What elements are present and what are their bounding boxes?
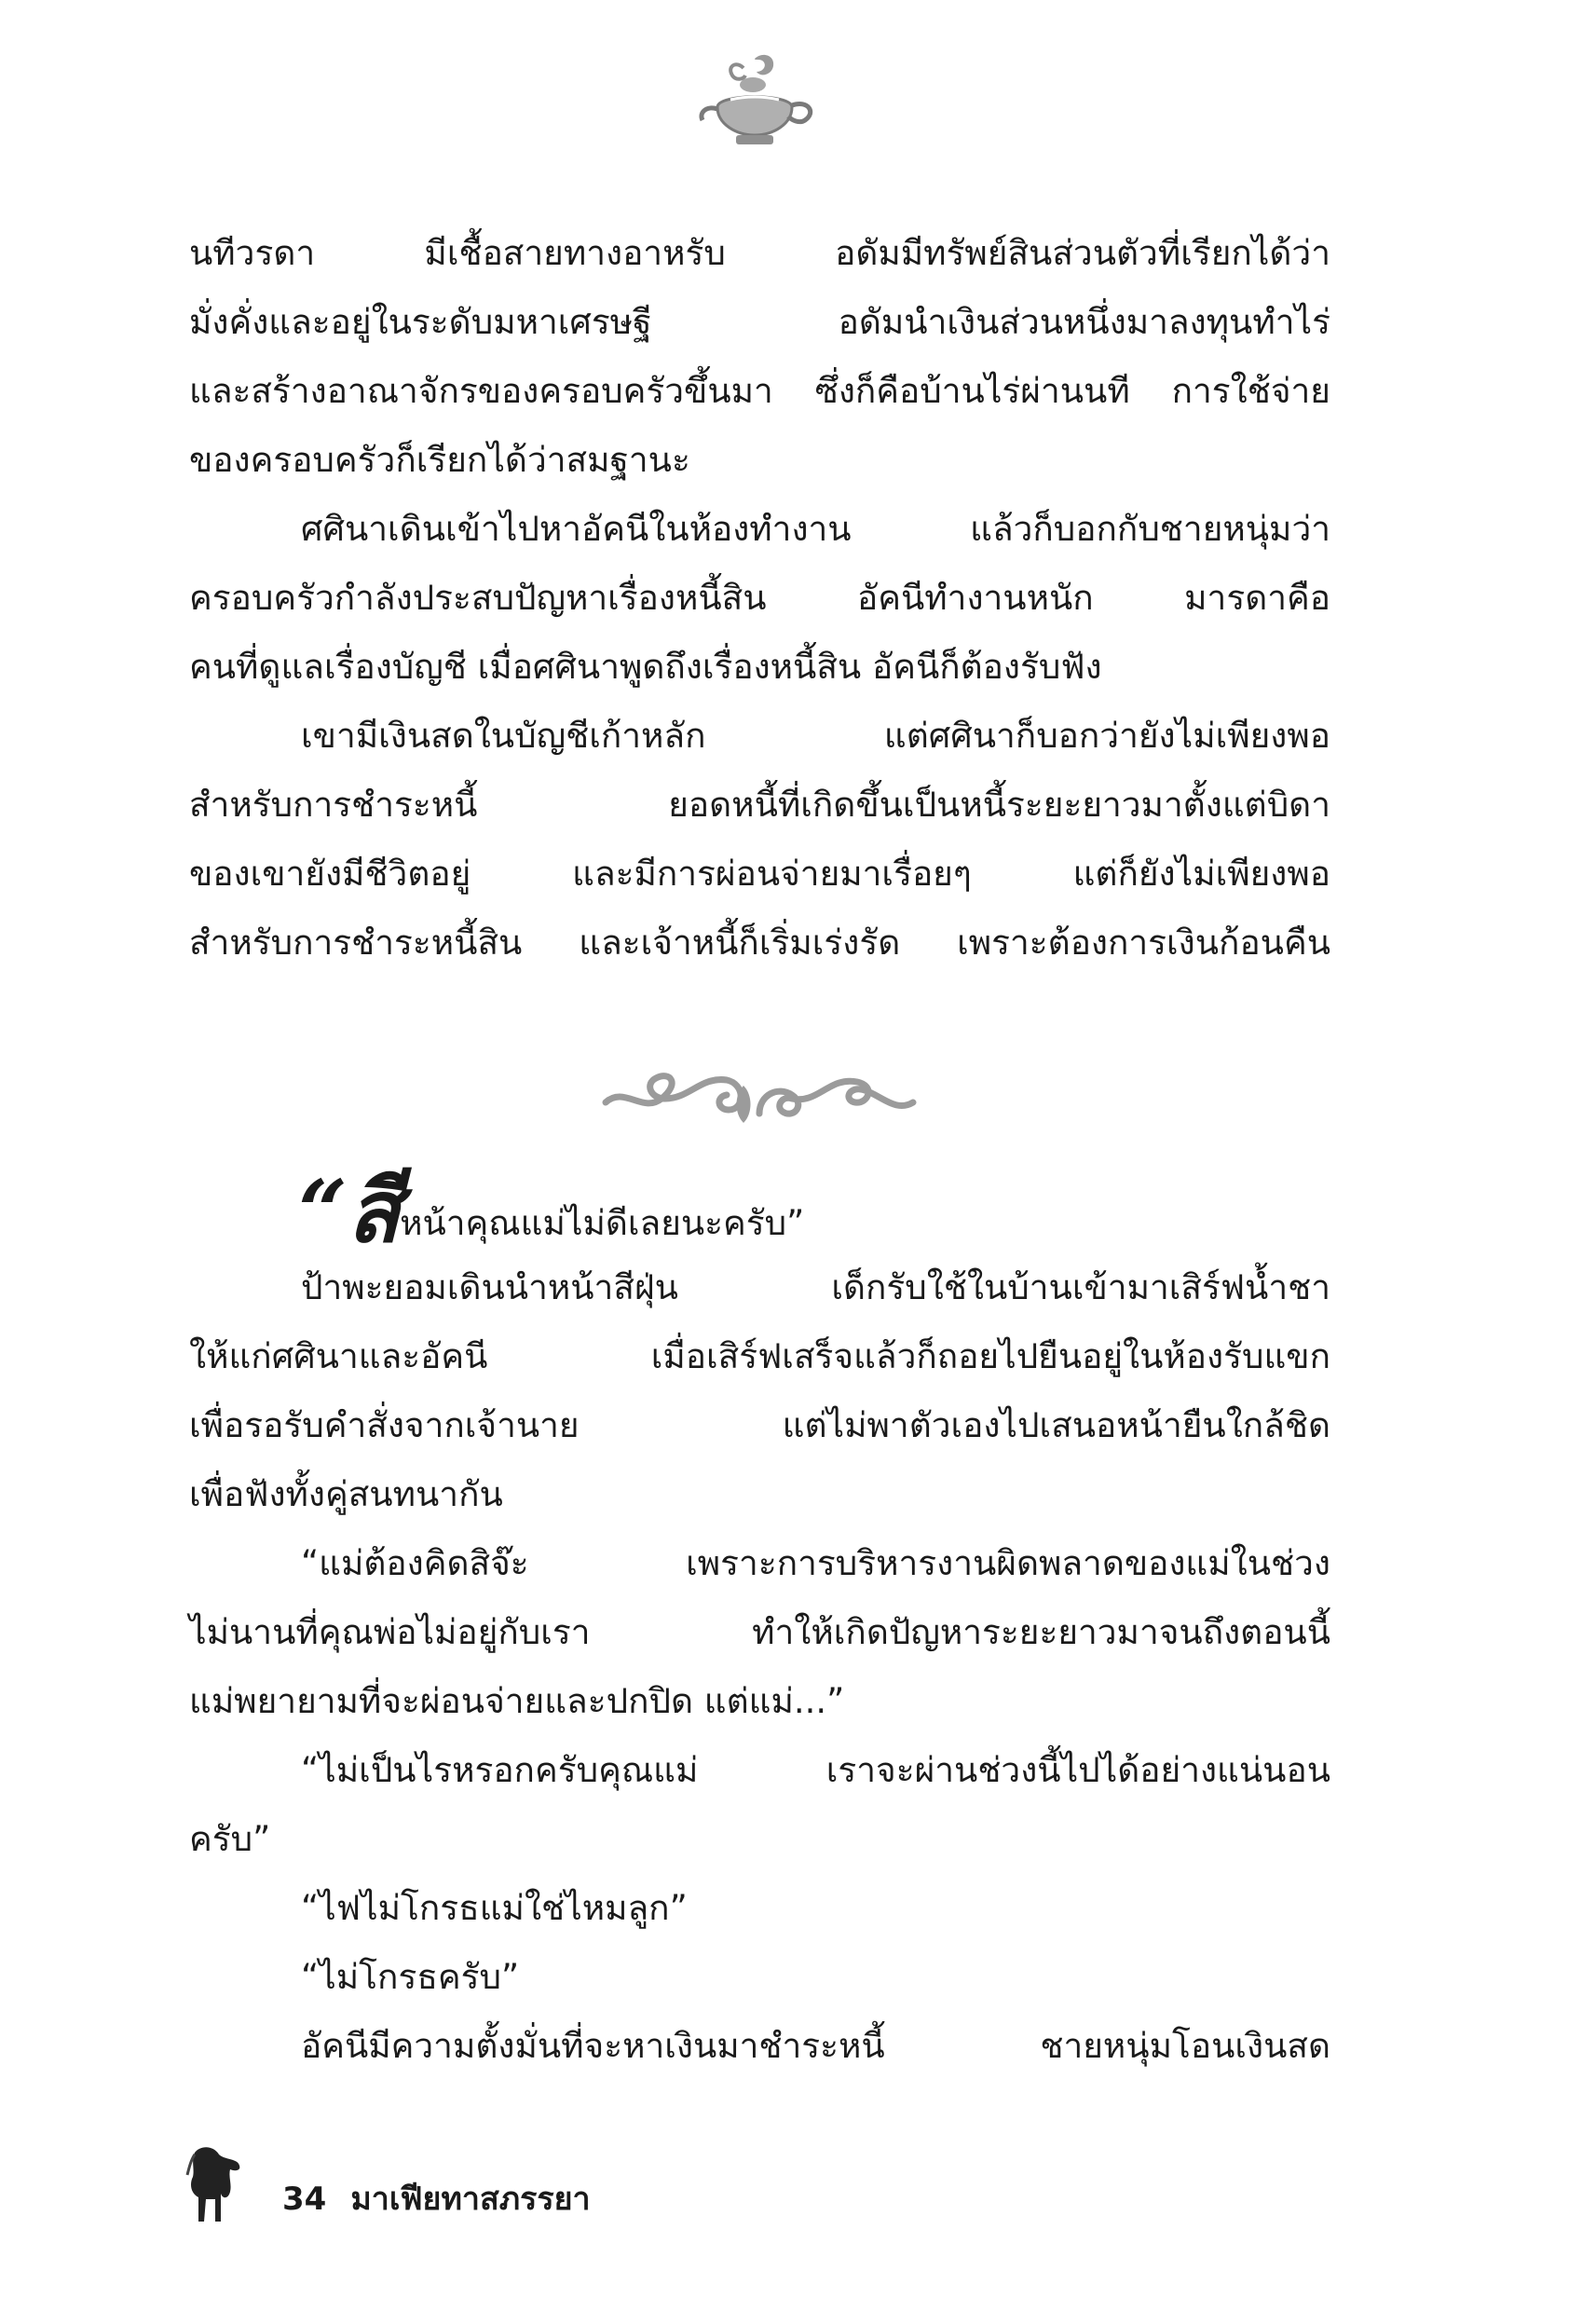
text-line: สำหรับการชำระหนี้ ยอดหนี้ที่เกิดขึ้นเป็นหนี้ระยะยาวมาตั้งแต่บิดา	[189, 785, 1330, 825]
text-line: “ไฟไม่โกรธแม่ใช่ไหมลูก”	[301, 1888, 688, 1928]
text-line: ครอบครัวกำลังประสบปัญหาเรื่องหนี้สิน อัคนีทำงานหนัก มารดาคือ	[189, 578, 1330, 618]
scroll-divider-icon	[596, 1058, 922, 1142]
page-number: 34	[282, 2181, 327, 2218]
lamp-ornament-icon	[689, 51, 820, 163]
page-footer	[182, 2143, 834, 2227]
text-line: แม่พยายามที่จะผ่อนจ่ายและปกปิด แต่แม่...”	[189, 1681, 845, 1721]
text-line: ให้แก่ศศินาและอัคนี เมื่อเสิร์ฟเสร็จแล้วก็ถอยไปยืนอยู่ในห้องรับแขก	[189, 1336, 1330, 1376]
text-line: ครับ”	[189, 1819, 271, 1859]
dialogue-opening	[298, 1161, 1230, 1262]
text-line: ของเขายังมีชีวิตอยู่ และมีการผ่อนจ่ายมาเรื่อยๆ แต่ก็ยังไม่เพียงพอ	[189, 854, 1330, 894]
text-line: ไม่นานที่คุณพ่อไม่อยู่กับเรา ทำให้เกิดปัญหาระยะยาวมาจนถึงตอนนี้	[189, 1612, 1330, 1652]
text-line: “ไม่โกรธครับ”	[301, 1957, 520, 1997]
text-line: นทีวรดา มีเชื้อสายทางอาหรับ อดัมมีทรัพย์สินส่วนตัวที่เรียกได้ว่า	[189, 233, 1330, 273]
text-line: ป้าพะยอมเดินนำหน้าสีฝุ่น เด็กรับใช้ในบ้านเข้ามาเสิร์ฟน้ำชา	[301, 1267, 1330, 1307]
horse-icon	[182, 2143, 247, 2227]
text-line: เขามีเงินสดในบัญชีเก้าหลัก แต่ศศินาก็บอกว่ายังไม่เพียงพอ	[301, 716, 1330, 756]
book-title: มาเฟียทาสภรรยา	[350, 2181, 591, 2218]
text-line: ของครอบครัวก็เรียกได้ว่าสมฐานะ	[189, 440, 690, 480]
text-line: “ไม่เป็นไรหรอกครับคุณแม่ เราจะผ่านช่วงนี้ไปได้อย่างแน่นอน	[301, 1750, 1330, 1790]
opening-line-text: หน้าคุณแม่ไม่ดีเลยนะครับ”	[400, 1203, 805, 1243]
body-section-1	[189, 219, 1330, 978]
text-line: เพื่อรอรับคำสั่งจากเจ้านาย แต่ไม่พาตัวเองไปเสนอหน้ายืนใกล้ชิด	[189, 1405, 1330, 1445]
body-section-2	[189, 1253, 1330, 2081]
text-line: มั่งคั่งและอยู่ในระดับมหาเศรษฐี อดัมนำเงินส่วนหนึ่งมาลงทุนทำไร่	[189, 302, 1330, 342]
text-line: “แม่ต้องคิดสิจ๊ะ เพราะการบริหารงานผิดพลาดของแม่ในช่วง	[301, 1543, 1330, 1583]
drop-cap: “สี	[298, 1161, 401, 1262]
text-line: และสร้างอาณาจักรของครอบครัวขึ้นมา ซึ่งก็คือบ้านไร่ผ่านนที การใช้จ่าย	[189, 371, 1330, 411]
text-line: ศศินาเดินเข้าไปหาอัคนีในห้องทำงาน แล้วก็บอกกับชายหนุ่มว่า	[301, 509, 1330, 549]
text-line: สำหรับการชำระหนี้สิน และเจ้าหนี้ก็เริ่มเร่งรัด เพราะต้องการเงินก้อนคืน	[189, 923, 1330, 963]
text-line: คนที่ดูแลเรื่องบัญชี เมื่อศศินาพูดถึงเรื่องหนี้สิน อัคนีก็ต้องรับฟัง	[189, 647, 1102, 687]
text-line: อัคนีมีความตั้งมั่นที่จะหาเงินมาชำระหนี้ ชายหนุ่มโอนเงินสด	[301, 2026, 1330, 2066]
text-line: เพื่อฟังทั้งคู่สนทนากัน	[189, 1474, 503, 1514]
